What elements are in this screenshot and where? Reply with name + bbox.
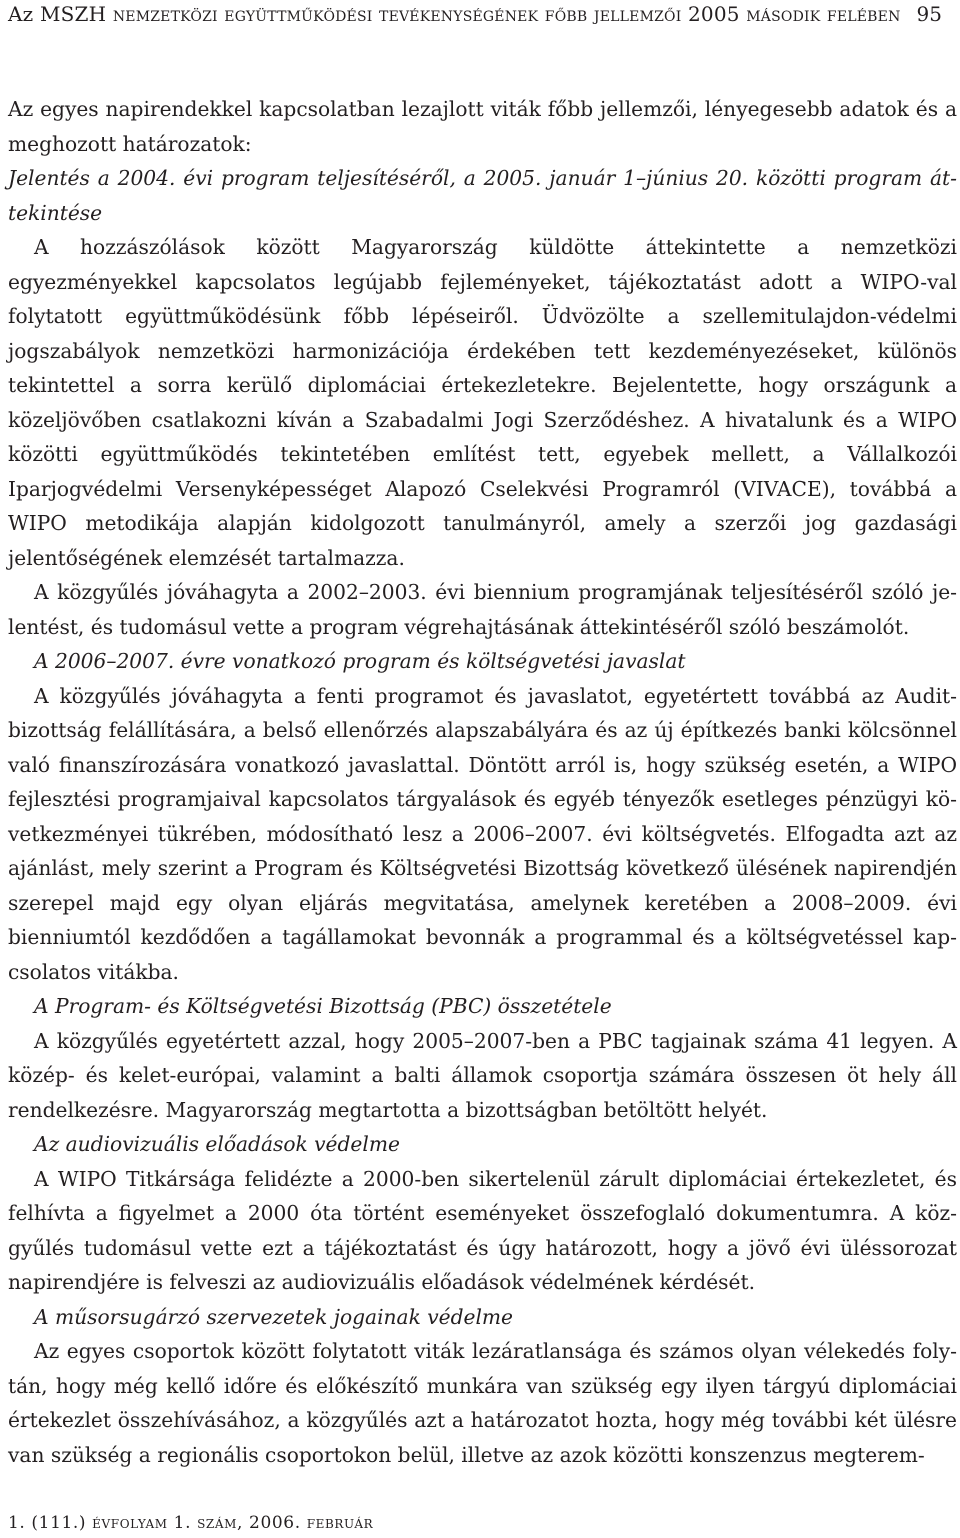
paragraph-program-budget: A közgyűlés jóváhagyta a fenti programot és javaslatot, egyetértett továbbá az Auditbizottság felállítására, a belső ellenőrzés alapszabályára és az új építkezés banki kölcsönnel való finanszírozására vonatkozó javaslattal. Döntött arról is, hogy szükség esetén, a WIPO fejlesztési programjaival kapcsolatos tárgyalások és egyéb tényezők esetleges pénzügyi következményei tükrében, módosítható lesz a 2006–2007. évi költségvetés. Elfogadta azt az ajánlást, mely szerint a Program és Költségvetési Bizottság következő ülésének napirendjén szerepel majd egy olyan eljárás megvitatása, amelynek keretében a 2008–2009. évi bienniumtól kezdődően a tagállamokat bevonnák a programmal és a költségvetéssel kapcsolatos vitákba. <box>8 683 957 984</box>
section-heading-pbc: A Program- és Költségvetési Bizottság (PBC) összetétele <box>34 994 612 1018</box>
paragraph-pbc: A közgyűlés egyetértett azzal, hogy 2005–2007-ben a PBC tagjainak száma 41 legyen. A közép- és kelet-európai, valamint a balti államok csoportja számára összesen öt hely áll rendelkezésre. Magyarország megtartotta a bizottságban betöltött helyét. <box>8 1028 957 1122</box>
paragraph-report-approval: A közgyűlés jóváhagyta a 2002–2003. évi biennium programjának teljesítéséről szóló jelentést, és tudomásul vette a program végrehajtásának áttekintéséről szóló beszámolót. <box>8 580 957 639</box>
running-head-title: Az MSZH nemzetközi együttműködési tevékenységének főbb jellemzői 2005 második felében <box>8 2 901 26</box>
paragraph-audiovisual: A WIPO Titkársága felidézte a 2000-ben sikertelenül zárult diplomáciai értekezletet, és felhívta a figyelmet a 2000 óta történt eseményeket összefoglaló dokumentumra. A közgyűlés tudomásul vette ezt a tájékoztatást és úgy határozott, hogy a jövő évi üléssorozat napirendjére is felveszi az audiovizuális előadások védelmének kérdését. <box>8 1166 957 1294</box>
running-head <box>8 2 942 26</box>
section-heading-program-budget: A 2006–2007. évre vonatkozó program és költségvetési javaslat <box>34 649 686 673</box>
paragraph-broadcasting: Az egyes csoportok között folytatott viták lezáratlansága és számos olyan vélekedés folytán, hogy még kellő időre és előkészítő munkára van szükség egy ilyen tárgyú diplomáciai értekezlet összehívásához, a közgyűlés azt a határozatot hozta, hogy még további két ülésre van szükség a regionális csoportokon belül, illetve az azok közötti konszenzus megterem- <box>8 1339 957 1467</box>
article-body <box>8 92 957 1472</box>
section-heading-report: Jelentés a 2004. évi program teljesítéséről, a 2005. január 1–június 20. közötti program áttekintése <box>8 166 957 225</box>
paragraph-report-discussion: A hozzászólások között Magyarország küldötte áttekintette a nemzetközi egyezményekkel kapcsolatos legújabb fejleményeket, tájékoztatást adott a WIPO-val folytatott együttműködésünk főbb lépéseiről. Üdvözölte a szellemitulajdon-védelmi jogszabályok nemzetközi harmonizációja érdekében tett kezdeményezéseket, különös tekintettel a sorra kerülő diplomáciai értekezletekre. Bejelentette, hogy országunk a közeljövőben csatlakozni kíván a Szabadalmi Jogi Szerződéshez. A hivatalunk és a WIPO közötti együttműködés tekintetében említést tett, egyebek mellett, a Vállalkozói Iparjogvédelmi Versenyképességet Alapozó Cselekvési Programról (VIVACE), továbbá a WIPO metodikája alapján kidolgozott tanulmányról, amely a szerzői jog gazdasági jelentőségének elemzését tartalmazza. <box>8 235 957 570</box>
page-number: 95 <box>916 2 942 26</box>
section-heading-audiovisual: Az audiovizuális előadások védelme <box>34 1132 400 1156</box>
page-footer: 1. (111.) évfolyam 1. szám, 2006. február <box>8 1513 374 1533</box>
intro-paragraph: Az egyes napirendekkel kapcsolatban lezajlott viták főbb jellemzői, lényegesebb adatok és a meghozott határozatok: <box>8 97 957 156</box>
section-heading-broadcasting: A műsorsugárzó szervezetek jogainak védelme <box>34 1304 513 1329</box>
